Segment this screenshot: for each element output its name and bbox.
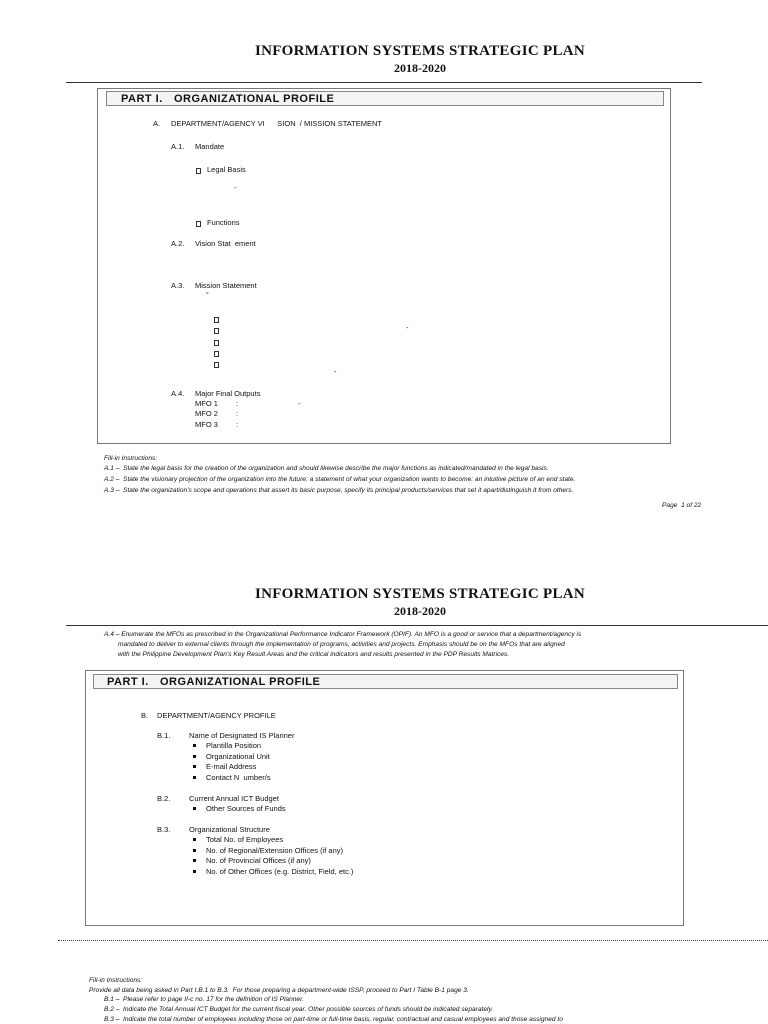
profile-box — [85, 670, 684, 926]
checkbox-icon — [214, 328, 219, 334]
instruction-line: A.2 – State the visionary projection of the organization into the future; a statement of what your organization wants to become; an intuitive picture of an end state. — [104, 476, 576, 483]
mfo-colon: : — [236, 399, 239, 408]
mfo-colon: : — [236, 420, 239, 429]
section-a-title: DEPARTMENT/AGENCY VI SION / MISSION STATEMENT — [171, 119, 382, 128]
instruction-line: B.3 – Indicate the total number of employees including those on part-time or full-time basis, regular, contractual and casual employees and those assigned to — [104, 1016, 563, 1023]
bullet-icon — [193, 807, 196, 810]
mfo-label: MFO 3 — [195, 420, 218, 429]
part-label: PART I. — [107, 676, 149, 688]
a3-label: Mission Statement — [195, 281, 257, 290]
bullet-icon — [193, 859, 196, 862]
b1-item: Organizational Unit — [206, 752, 270, 761]
checkbox-icon — [214, 362, 219, 368]
instructions-heading: Fill-in Instructions: — [89, 977, 143, 984]
header-rule — [66, 82, 702, 83]
checkbox-icon — [214, 340, 219, 346]
b2-item: Other Sources of Funds — [206, 804, 286, 813]
instruction-line: B.1 – Please refer to page II-c no. 17 for the definition of IS Planner. — [104, 996, 304, 1003]
mfo-colon: : — [236, 409, 239, 418]
b1-item: Plantilla Position — [206, 741, 262, 750]
bullet-icon — [193, 744, 196, 747]
b2-number: B.2. — [157, 794, 171, 803]
functions-label: Functions — [207, 218, 240, 227]
instructions-heading: Fill-in Instructions: — [104, 455, 158, 462]
checkbox-icon — [214, 351, 219, 357]
document-years: 2018-2020 — [394, 604, 446, 618]
legal-basis-label: Legal Basis — [207, 165, 246, 174]
checkbox-icon — [196, 221, 201, 227]
part-label: PART I. — [121, 93, 163, 105]
bullet-icon — [193, 765, 196, 768]
checkbox-icon — [196, 168, 201, 174]
b1-label: Name of Designated IS Planner — [189, 731, 295, 740]
bullet-icon — [193, 849, 196, 852]
dotted-separator — [58, 940, 768, 941]
part-name: ORGANIZATIONAL PROFILE — [174, 93, 335, 105]
b1-item: Contact N umber/s — [206, 773, 271, 782]
a4-label: Major Final Outputs — [195, 389, 261, 398]
bullet-icon — [193, 776, 196, 779]
tick-mark: ˜ — [206, 291, 209, 300]
document-title: INFORMATION SYSTEMS STRATEGIC PLAN — [254, 43, 586, 59]
bullet-icon — [193, 838, 196, 841]
a1-number: A.1. — [171, 142, 185, 151]
dash-mark: - — [234, 183, 237, 192]
mfo-label: MFO 1 — [195, 399, 218, 408]
document-years: 2018-2020 — [394, 61, 446, 75]
a4-instruction-line: A.4 – Enumerate the MFOs as prescribed in the Organizational Performance Indicator Framework (OPIF). An MFO is a good or service that a department/agency is — [104, 631, 582, 638]
a2-number: A.2. — [171, 239, 185, 248]
instruction-line: A.1 – State the legal basis for the creation of the organization and should likewise describe the major functions as indicated/mandated in the legal basis. — [104, 465, 549, 472]
page-number: Page 1 of 22 — [662, 502, 702, 509]
section-b-letter: B. — [141, 711, 149, 720]
b3-item: No. of Provincial Offices (if any) — [206, 856, 311, 865]
b3-item: No. of Other Offices (e.g. District, Field, etc.) — [206, 867, 354, 876]
b1-number: B.1. — [157, 731, 171, 740]
a1-label: Mandate — [195, 142, 225, 151]
bullet-icon — [193, 755, 196, 758]
dash-mark: - — [334, 367, 337, 376]
b3-item: No. of Regional/Extension Offices (if any) — [206, 846, 344, 855]
a4-instruction-line: mandated to deliver to external clients through the implementation of programs, activities and projects. Emphasis should be on the MFOs that are aligned — [118, 641, 565, 648]
b2-label: Current Annual ICT Budget — [189, 794, 279, 803]
document-title: INFORMATION SYSTEMS STRATEGIC PLAN — [254, 586, 586, 602]
b3-label: Organizational Structure — [189, 825, 270, 834]
mfo-label: MFO 2 — [195, 409, 218, 418]
b3-item: Total No. of Employees — [206, 835, 284, 844]
bullet-icon — [193, 870, 196, 873]
instruction-line: Provide all data being asked in Part I.B.1 to B.3. For those preparing a department-wide ISSP, proceed to Part I Table B-1 page 3. — [89, 987, 469, 994]
instruction-line: B.2 – Indicate the Total Annual ICT Budget for the current fiscal year. Other possible sources of funds should be indicated separately. — [104, 1006, 494, 1013]
a2-label: Vision Stat ement — [195, 239, 256, 248]
dash-mark: - — [298, 399, 301, 408]
a4-instruction-line: with the Philippine Development Plan’s Key Result Areas and the critical indicators and results presented in the PDP Results Matrices. — [118, 651, 510, 658]
b3-number: B.3. — [157, 825, 171, 834]
section-b-title: DEPARTMENT/AGENCY PROFILE — [157, 711, 276, 720]
a3-number: A.3. — [171, 281, 185, 290]
dash-mark: - — [406, 323, 409, 332]
section-a-letter: A. — [153, 119, 161, 128]
checkbox-icon — [214, 317, 219, 323]
header-rule — [66, 625, 768, 626]
part-name: ORGANIZATIONAL PROFILE — [160, 676, 321, 688]
b1-item: E-mail Address — [206, 762, 257, 771]
a4-number: A.4. — [171, 389, 185, 398]
instruction-line: A.3 – State the organization’s scope and operations that assert its basic purpose, specify its principal products/services that set it apart/distinguish it from others. — [104, 487, 574, 494]
